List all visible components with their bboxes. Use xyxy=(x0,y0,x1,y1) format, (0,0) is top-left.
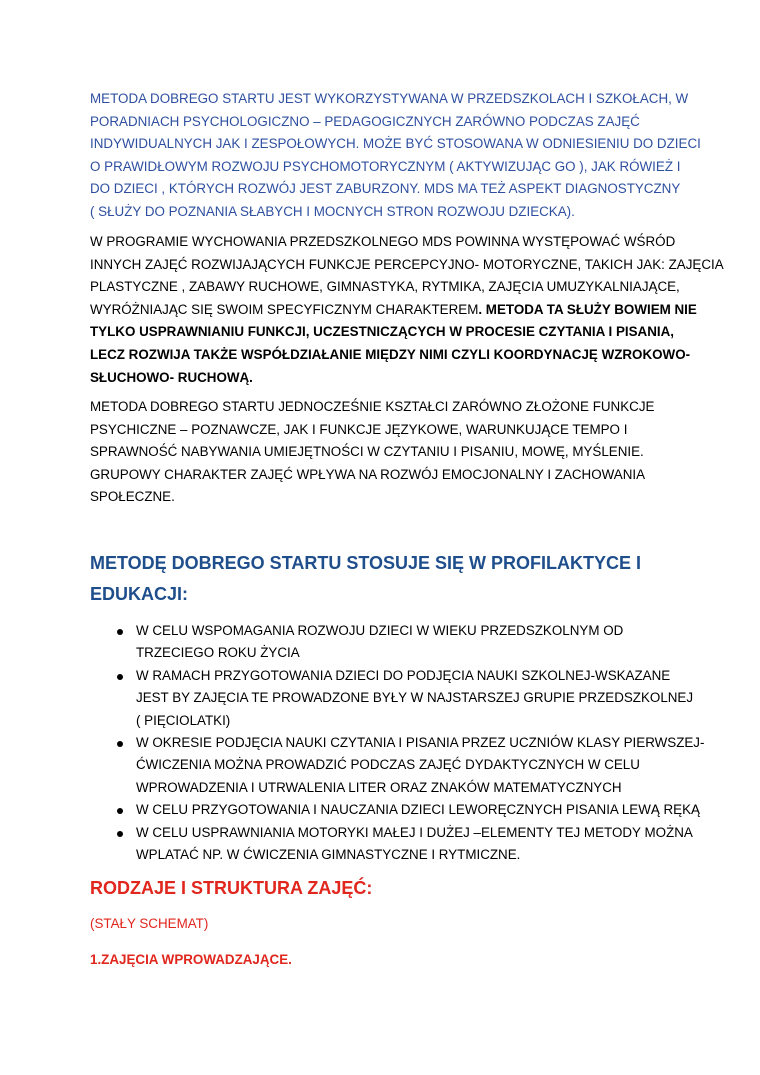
text-line: GRUPOWY CHARAKTER ZAJĘĆ WPŁYWA NA ROZWÓJ EMOCJONALNY I ZACHOWANIA xyxy=(90,466,646,482)
list-item-line: W CELU PRZYGOTOWANIA I NAUCZANIA DZIECI LEWORĘCZNYCH PISANIA LEWĄ RĘKĄ xyxy=(136,802,700,818)
schema-note: (STAŁY SCHEMAT) xyxy=(90,916,209,931)
text-line: PLASTYCZNE , ZABAWY RUCHOWE, GIMNASTYKA, RYTMIKA, ZAJĘCIA UMUZYKALNIAJĄCE, xyxy=(90,279,680,295)
paragraph-intro xyxy=(90,88,701,224)
paragraph-functions xyxy=(90,396,680,509)
text-line: O PRAWIDŁOWYM ROZWOJU PSYCHOMOTORYCZNYM ( AKTYWIZUJĄC GO ), JAK RÓWIEŻ I xyxy=(90,158,681,174)
section-heading-rodzaje: RODZAJE I STRUKTURA ZAJĘĆ: xyxy=(90,878,373,898)
list-item xyxy=(0,822,760,867)
bullet-dot-icon xyxy=(117,831,123,837)
list-item-line: TRZECIEGO ROKU ŻYCIA xyxy=(136,645,300,661)
text-line: METODA DOBREGO STARTU JEDNOCZEŚNIE KSZTAŁCI ZARÓWNO ZŁOŻONE FUNKCJE xyxy=(90,399,655,414)
text-line: ( SŁUŻY DO POZNANIA SŁABYCH I MOCNYCH STRON ROZWOJU DZIECKA). xyxy=(90,203,575,219)
list-item xyxy=(0,799,760,821)
list-item-line: ĆWICZENIA MOŻNA PROWADZIĆ PODCZAS ZAJĘĆ DYDAKTYCZNYCH W CELU xyxy=(136,757,640,773)
text-line-bold: SŁUCHOWO- RUCHOWĄ. xyxy=(90,369,253,385)
list-item-line: WPLATAĆ NP. W ĆWICZENIA GIMNASTYCZNE I RYTMICZNE. xyxy=(136,847,521,863)
list-item-line: W CELU WSPOMAGANIA ROZWOJU DZIECI W WIEKU PRZEDSZKOLNYM OD xyxy=(136,623,624,638)
heading-line: METODĘ DOBREGO STARTU STOSUJE SIĘ W PROFILAKTYCE I xyxy=(90,553,642,573)
text-line: PSYCHICZNE – POZNAWCZE, JAK I FUNKCJE JĘZYKOWE, WARUNKUJĄCE TEMPO I xyxy=(90,421,628,437)
list-item-line: W RAMACH PRZYGOTOWANIA DZIECI DO PODJĘCIA NAUKI SZKOLNEJ-WSKAZANE xyxy=(136,667,671,683)
text-run: WYRÓŻNIAJĄC SIĘ SWOIM SPECYFICZNYM CHARAKTEREM xyxy=(90,301,479,317)
text-line-bold: TYLKO USPRAWNIANIU FUNKCJI, UCZESTNICZĄCYCH W PROCESIE CZYTANIA I PISANIA, xyxy=(90,324,674,340)
list-item xyxy=(0,620,760,665)
heading-line: EDUKACJI: xyxy=(90,583,189,604)
text-line-mixed xyxy=(90,299,697,322)
bullet-dot-icon xyxy=(117,674,123,680)
list-item-line: JEST BY ZAJĘCIA TE PROWADZONE BYŁY W NAJSTARSZEJ GRUPIE PRZEDSZKOLNEJ xyxy=(136,690,694,706)
list-item-line: WPROWADZENIA I UTRWALENIA LITER ORAZ ZNAKÓW MATEMATYCZNYCH xyxy=(136,779,622,795)
list-item-line: ( PIĘCIOLATKI) xyxy=(136,712,231,728)
text-line: SPRAWNOŚĆ NABYWANIA UMIEJĘTNOŚCI W CZYTANIU I PISANIU, MOWĘ, MYŚLENIE. xyxy=(90,444,644,460)
bullet-list xyxy=(0,620,760,866)
text-line: INNYCH ZAJĘĆ ROZWIJAJĄCYCH FUNKCJE PERCEPCYJNO- MOTORYCZNE, TAKICH JAK: ZAJĘCIA xyxy=(90,256,724,272)
subsection-title: 1.ZAJĘCIA WPROWADZAJĄCE. xyxy=(90,952,292,967)
paragraph-program xyxy=(90,231,724,389)
section-heading-profilaktyka xyxy=(90,548,641,609)
list-item-line: W OKRESIE PODJĘCIA NAUKI CZYTANIA I PISANIA PRZEZ UCZNIÓW KLASY PIERWSZEJ- xyxy=(136,735,705,751)
text-run-bold: . METODA TA SŁUŻY BOWIEM NIE xyxy=(478,301,697,317)
bullet-dot-icon xyxy=(117,741,123,747)
list-item-line: W CELU USPRAWNIANIA MOTORYKI MAŁEJ I DUŻEJ –ELEMENTY TEJ METODY MOŻNA xyxy=(136,824,693,840)
text-line-bold: LECZ ROZWIJA TAKŻE WSPÓŁDZIAŁANIE MIĘDZY NIMI CZYLI KOORDYNACJĘ WZROKOWO- xyxy=(90,346,691,362)
text-line: W PROGRAMIE WYCHOWANIA PRZEDSZKOLNEGO MDS POWINNA WYSTĘPOWAĆ WŚRÓD xyxy=(90,234,676,249)
text-line: INDYWIDUALNYCH JAK I ZESPOŁOWYCH. MOŻE BYĆ STOSOWANA W ODNIESIENIU DO DZIECI xyxy=(90,136,701,152)
bullet-dot-icon xyxy=(117,629,123,635)
text-line: DO DZIECI , KTÓRYCH ROZWÓJ JEST ZABURZONY. MDS MA TEŻ ASPEKT DIAGNOSTYCZNY xyxy=(90,181,681,197)
text-line: PORADNIACH PSYCHOLOGICZNO – PEDAGOGICZNYCH ZARÓWNO PODCZAS ZAJĘĆ xyxy=(90,113,640,129)
text-line: METODA DOBREGO STARTU JEST WYKORZYSTYWANA W PRZEDSZKOLACH I SZKOŁACH, W xyxy=(90,91,689,106)
text-line: SPOŁECZNE. xyxy=(90,489,175,505)
list-item xyxy=(0,665,760,732)
list-item xyxy=(0,732,760,799)
